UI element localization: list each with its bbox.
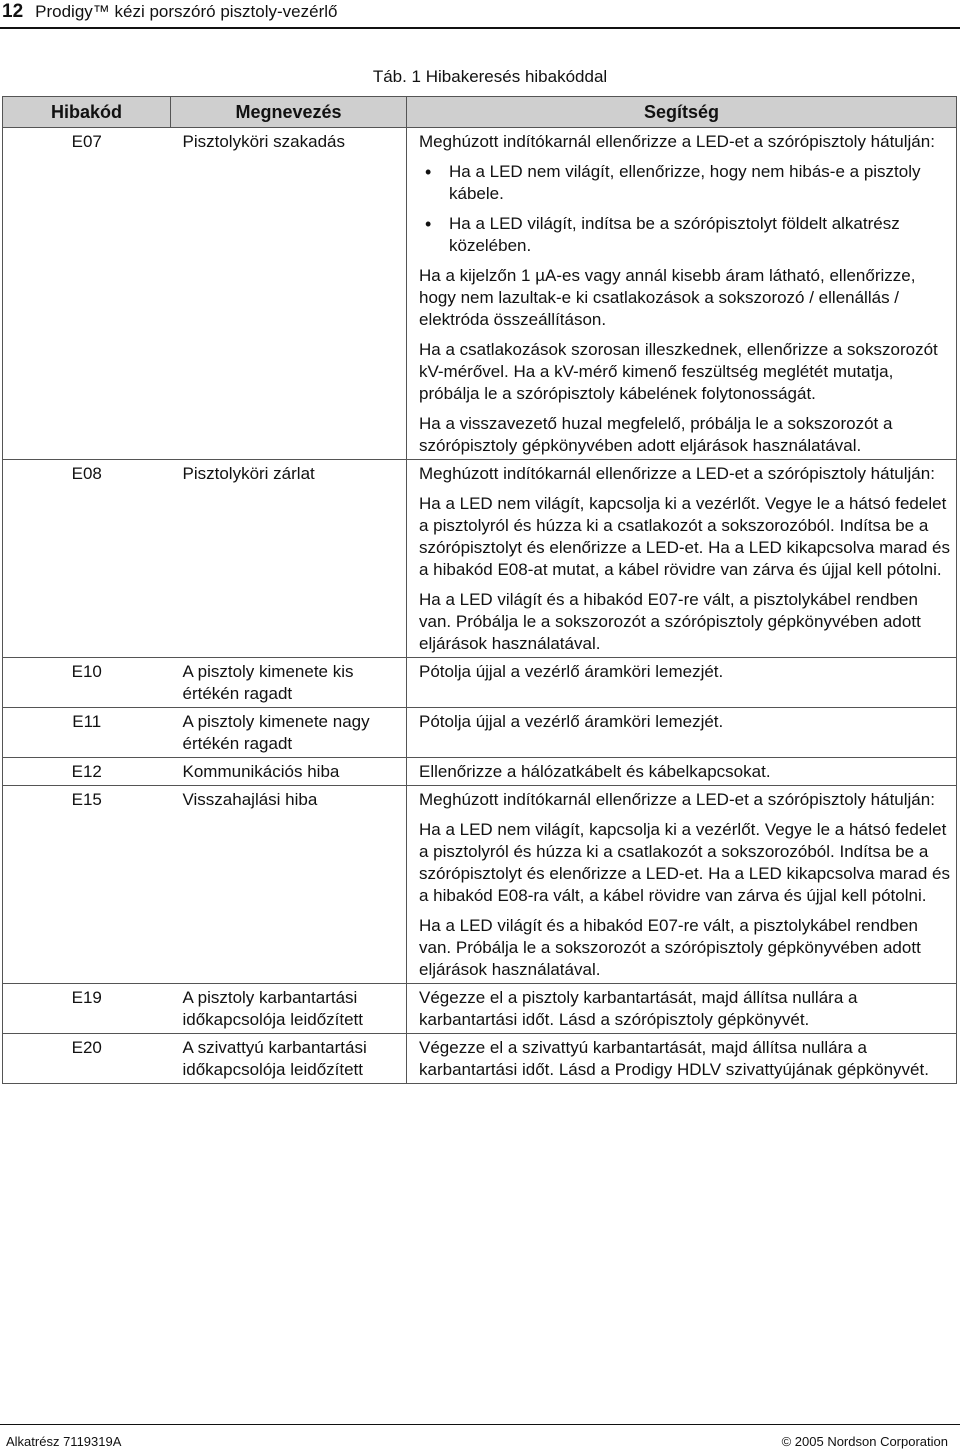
table-row: [3, 786, 957, 984]
error-code-cell: E08: [3, 460, 171, 658]
error-name-cell: A pisztoly kimenete nagy értékén ragadt: [171, 708, 407, 758]
error-name-cell: A szivattyú karbantartási időkapcsolója leidőzített: [171, 1034, 407, 1084]
error-name-cell: A pisztoly karbantartási időkapcsolója leidőzített: [171, 984, 407, 1034]
copyright: © 2005 Nordson Corporation: [781, 1434, 948, 1449]
error-code-cell: E10: [3, 658, 171, 708]
table-row: [3, 658, 957, 708]
error-name-cell: Pisztolyköri szakadás: [171, 128, 407, 460]
help-cell: [407, 708, 957, 758]
page-number: 12: [2, 1, 24, 22]
error-code-cell: E07: [3, 128, 171, 460]
help-paragraph: Meghúzott indítókarnál ellenőrizze a LED-et a szórópisztoly hátulján:: [419, 790, 935, 809]
help-cell: [407, 658, 957, 708]
table-row: [3, 1034, 957, 1084]
help-paragraph: Ha a kijelzőn 1 µA-es vagy annál kisebb áram látható, ellenőrizze, hogy nem lazultak-e ki csatlakozások a sokszorozó / ellenállás / elektróda összeállításon.: [419, 266, 916, 329]
error-name-cell: A pisztoly kimenete kis értékén ragadt: [171, 658, 407, 708]
help-paragraph: Ha a visszavezető huzal megfelelő, próbálja le a sokszorozót a szórópisztoly gépkönyvében adott eljárások használatával.: [419, 414, 893, 455]
help-paragraph: Ha a LED nem világít, kapcsolja ki a vezérlőt. Vegye le a hátsó fedelet a pisztolyról és húzza ki a csatlakozót a sokszorozóból. Indítsa be a szórópisztolyt és elenőrizze a LED-et. Ha a LED kikapcsolva marad és a hibakód E08-ra vált, a kábel rövidre van zárva és újjal kell pótolni.: [419, 820, 951, 905]
error-code-cell: E19: [3, 984, 171, 1034]
footer-divider: [0, 1424, 960, 1425]
help-bullet-list: [419, 161, 950, 257]
error-name-cell: Visszahajlási hiba: [171, 786, 407, 984]
column-header-help: Segítség: [407, 97, 957, 128]
help-paragraph: Ha a LED világít és a hibakód E07-re vált, a pisztolykábel rendben van. Próbálja le a sokszorozót a szórópisztoly gépkönyvében adott eljárások használatával.: [419, 916, 921, 979]
help-paragraph: Meghúzott indítókarnál ellenőrizze a LED-et a szórópisztoly hátulján:: [419, 132, 935, 151]
help-cell: [407, 758, 957, 786]
error-name-cell: Kommunikációs hiba: [171, 758, 407, 786]
help-cell: [407, 128, 957, 460]
error-name-cell: Pisztolyköri zárlat: [171, 460, 407, 658]
help-bullet-item: • Ha a LED nem világít, ellenőrizze, hogy nem hibás-e a pisztoly kábele.: [449, 161, 950, 205]
help-paragraph: Pótolja újjal a vezérlő áramköri lemezjét.: [419, 712, 724, 731]
header-divider: [0, 27, 960, 29]
error-code-cell: E15: [3, 786, 171, 984]
help-cell: [407, 460, 957, 658]
document-title: Prodigy™ kézi porszóró pisztoly-vezérlő: [35, 2, 338, 21]
table-header-row: [3, 97, 957, 128]
help-paragraph: Ha a LED nem világít, kapcsolja ki a vezérlőt. Vegye le a hátsó fedelet a pisztolyról és húzza ki a csatlakozót a sokszorozóból. Indítsa be a szórópisztolyt és elenőrizze a LED-et. Ha a LED kikapcsolva marad és a hibakód E08-at mutat, a kábel rövidre van zárva és újjal kell pótolni.: [419, 494, 951, 579]
help-paragraph: Végezze el a pisztoly karbantartását, majd állítsa nullára a karbantartási időt. Lásd a szórópisztoly gépkönyvét.: [419, 988, 858, 1029]
page-header: [0, 0, 960, 26]
help-paragraph: Ellenőrizze a hálózatkábelt és kábelkapcsokat.: [419, 762, 771, 781]
help-paragraph: Pótolja újjal a vezérlő áramköri lemezjét.: [419, 662, 724, 681]
table-row: [3, 708, 957, 758]
help-cell: [407, 1034, 957, 1084]
error-code-cell: E11: [3, 708, 171, 758]
error-code-cell: E20: [3, 1034, 171, 1084]
table-row: [3, 128, 957, 460]
table-caption: Táb. 1 Hibakeresés hibakóddal: [372, 67, 608, 86]
table-row: [3, 460, 957, 658]
help-paragraph: Végezze el a szivattyú karbantartását, majd állítsa nullára a karbantartási időt. Lásd a Prodigy HDLV szivattyújának gépkönyvét.: [419, 1038, 929, 1079]
error-code-table: [2, 96, 957, 1084]
part-number: Alkatrész 7119319A: [6, 1434, 122, 1449]
error-code-cell: E12: [3, 758, 171, 786]
table-body: [3, 128, 957, 1084]
table-row: [3, 758, 957, 786]
column-header-name: Megnevezés: [171, 97, 407, 128]
help-paragraph: Ha a csatlakozások szorosan illeszkednek, ellenőrizze a sokszorozót kV-mérővel. Ha a kV-mérő kimenő feszültség meglétét mutatja, próbálja le a szórópisztoly kábelének folytonosságát.: [419, 340, 938, 403]
help-bullet-item: • Ha a LED világít, indítsa be a szórópisztolyt földelt alkatrész közelében.: [449, 213, 950, 257]
column-header-code: Hibakód: [3, 97, 171, 128]
help-cell: [407, 786, 957, 984]
help-cell: [407, 984, 957, 1034]
table-row: [3, 984, 957, 1034]
help-paragraph: Meghúzott indítókarnál ellenőrizze a LED-et a szórópisztoly hátulján:: [419, 464, 935, 483]
help-paragraph: Ha a LED világít és a hibakód E07-re vált, a pisztolykábel rendben van. Próbálja le a sokszorozót a szórópisztoly gépkönyvében adott eljárások használatával.: [419, 590, 921, 653]
